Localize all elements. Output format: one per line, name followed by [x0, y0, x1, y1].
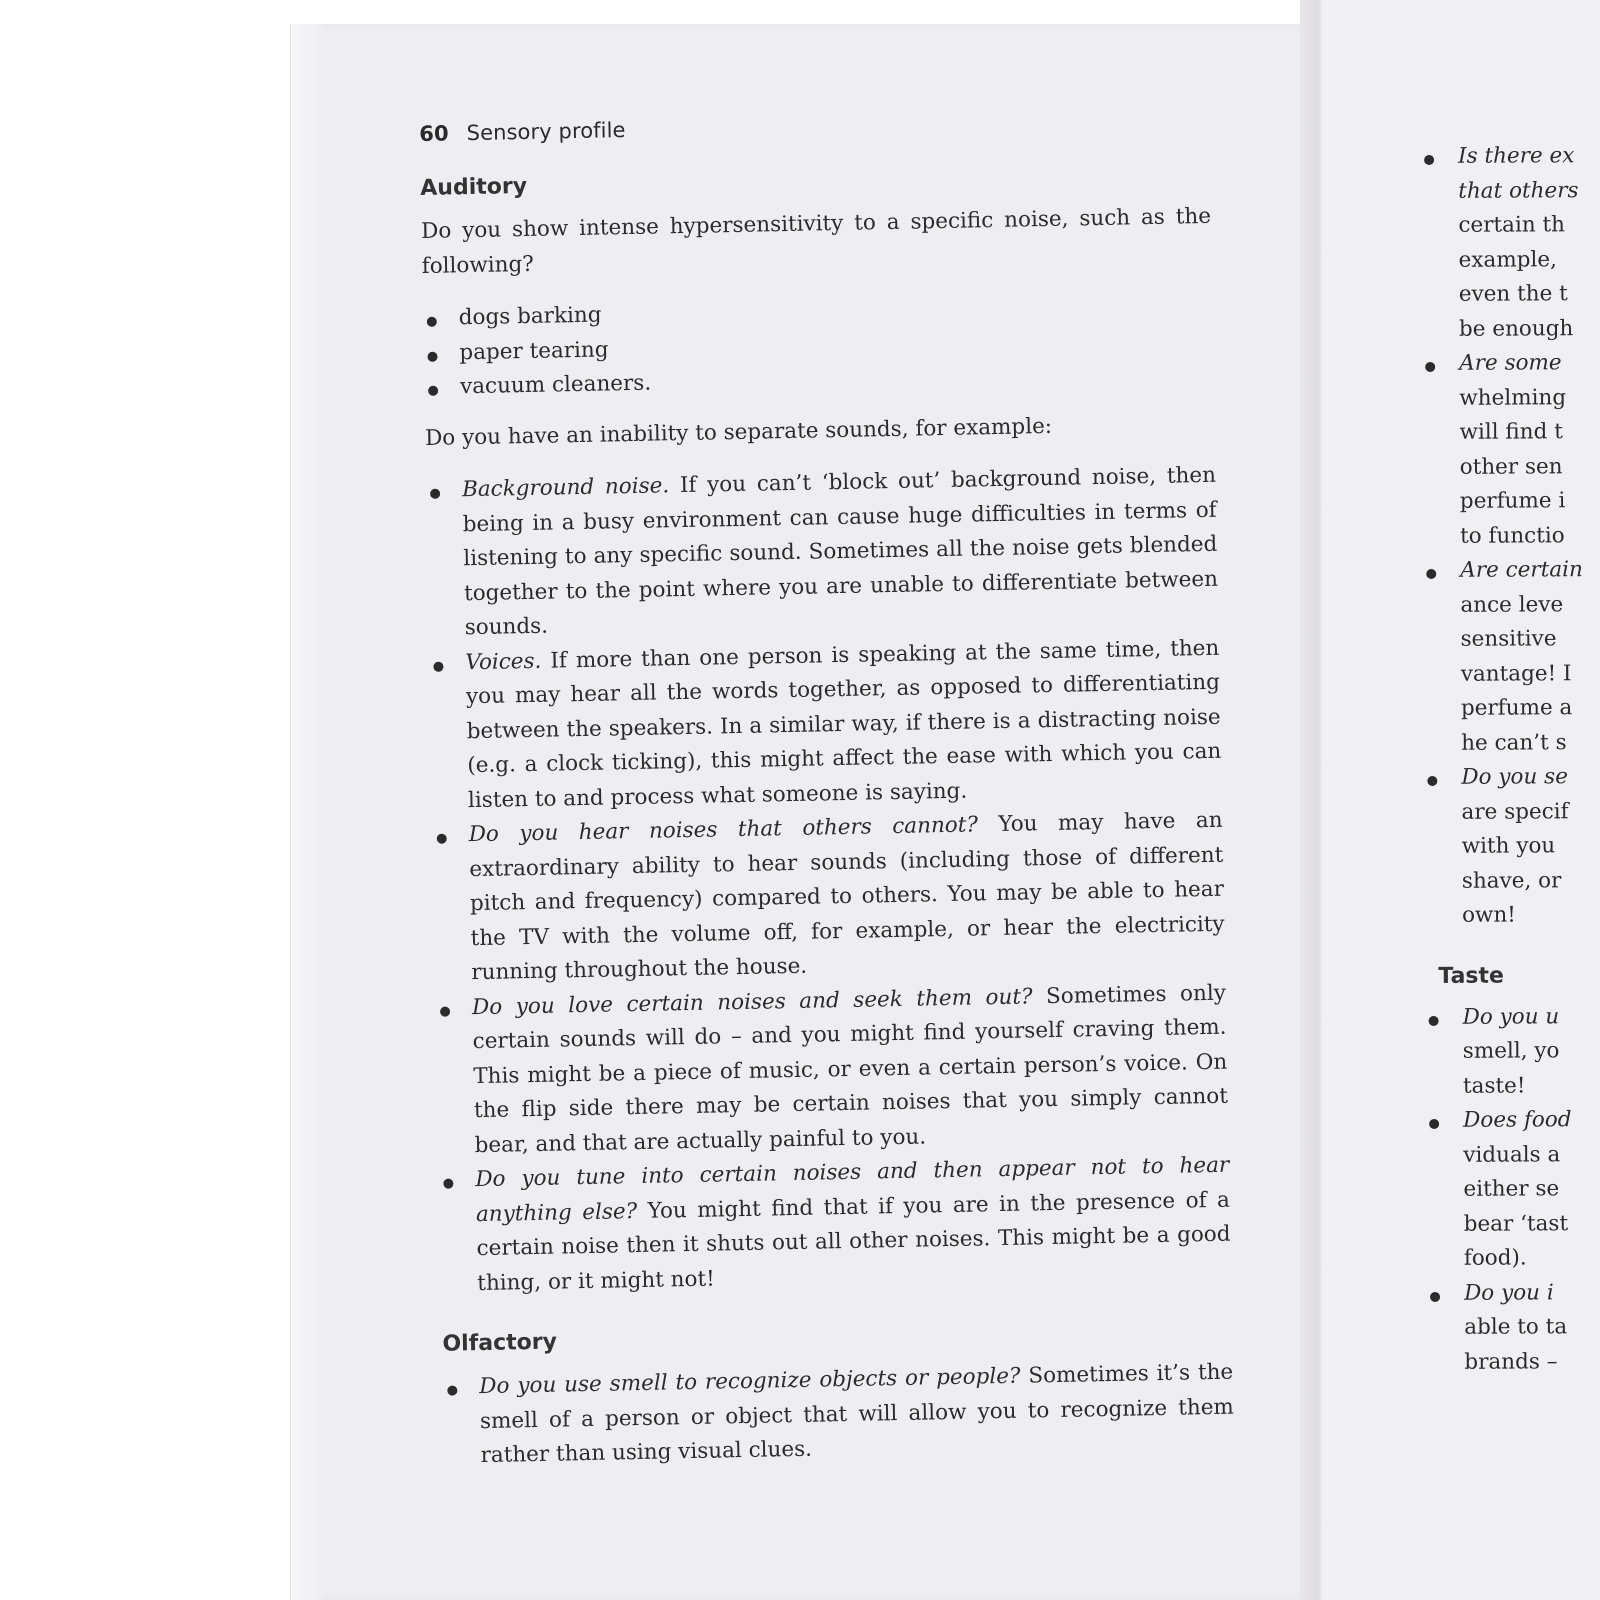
list-item: dogs barking	[422, 287, 1213, 337]
item-text-fragment: able to ta	[1464, 1314, 1568, 1340]
item-text-fragment: even the t	[1458, 281, 1568, 307]
item-text-fragment: food).	[1463, 1245, 1527, 1271]
item-text: If you can’t ‘block out’ background noise, then being in a busy environment can cause huge difficulties in terms of listening to any specific sound. Sometimes all the noise gets blended together to the point where you are unable to differentiate between sounds.	[462, 462, 1219, 641]
item-lead: Do you hear noises that others cannot?	[468, 812, 979, 848]
list-item	[1425, 759, 1600, 934]
left-page	[290, 24, 1321, 1600]
item-lead-fragment: that others	[1458, 177, 1579, 204]
item-text-fragment: viduals a	[1463, 1141, 1561, 1168]
item-text-fragment: ance leve	[1460, 591, 1564, 618]
item-lead-fragment: Are some	[1459, 350, 1562, 376]
list-item	[1428, 1274, 1600, 1380]
item-text-fragment: will find t	[1459, 419, 1563, 445]
item-lead-fragment: Are certain	[1460, 557, 1583, 583]
item-text-fragment: be enough	[1458, 315, 1574, 342]
item-text-fragment: he can’t s	[1461, 729, 1567, 756]
right-text-block	[1422, 138, 1600, 1396]
item-lead-fragment: Do you se	[1461, 764, 1568, 790]
item-text: Sometimes it’s the smell of a person or object that will allow you to recognize them rather than using visual clues.	[479, 1359, 1235, 1469]
item-text-fragment: whelming	[1459, 384, 1567, 411]
item-text-fragment: other sen	[1459, 453, 1563, 480]
item-text-fragment: perfume a	[1460, 695, 1573, 721]
item-text: If more than one person is speaking at the same time, then you may hear all the words together, as opposed to differentiating between the speakers. In a similar way, if there is a distracting noise (e.g. a clock ticking), this might affect the ease with which you can listen to and process what someone is saying.	[465, 635, 1222, 813]
item-text-fragment: bear ‘tast	[1463, 1210, 1569, 1237]
item-text-fragment: with you	[1461, 833, 1556, 859]
running-head	[419, 107, 1209, 146]
item-lead: Do you use smell to recognize objects or people?	[479, 1363, 1021, 1400]
item-text-fragment: brands –	[1464, 1348, 1558, 1375]
running-title: Sensory profile	[466, 118, 626, 146]
list-item: vacuum cleaners.	[424, 356, 1215, 406]
list-item	[1423, 345, 1600, 554]
list-item	[429, 631, 1222, 819]
right-items-list	[1422, 138, 1600, 934]
left-text-block	[419, 107, 1235, 1490]
taste-items-list	[1427, 998, 1600, 1380]
item-text-fragment: vantage! I	[1460, 660, 1572, 687]
item-lead: Do you tune into certain noises and then appear not to hear anything else?	[475, 1152, 1230, 1227]
right-page	[1322, 0, 1600, 1600]
item-text-fragment: are specif	[1461, 798, 1569, 825]
item-text-fragment: sensitive	[1460, 626, 1557, 652]
list-item	[1427, 998, 1600, 1104]
item-text-fragment: to functio	[1460, 522, 1565, 549]
item-text-fragment: own!	[1461, 902, 1516, 928]
item-lead-fragment: Is there ex	[1458, 143, 1575, 169]
auditory-examples-list	[422, 287, 1214, 406]
auditory-intro: Do you show intense hypersensitivity to a specific noise, such as the following?	[420, 203, 1212, 279]
item-text: Sometimes only certain sounds will do – and you might find yourself craving them. This might be a piece of music, or even a certain person’s voice. On the flip side there may be certain noises that you simply cannot bear, and that are actually painful to you.	[472, 980, 1229, 1158]
list-item	[443, 1356, 1235, 1475]
item-text-fragment: certain th	[1458, 212, 1566, 238]
item-text-fragment: either se	[1463, 1176, 1560, 1202]
item-lead-fragment: Does food	[1463, 1107, 1572, 1133]
item-text-fragment: example,	[1458, 246, 1557, 273]
olfactory-heading: Olfactory	[442, 1329, 558, 1357]
item-text: You might find that if you are in the presence of a certain noise then it shuts out all other noises. This might be a good thing, or it might not!	[476, 1187, 1231, 1296]
list-item	[1422, 138, 1600, 347]
list-item	[1427, 1102, 1600, 1277]
item-lead: Do you love certain noises and seek them out?	[471, 983, 1033, 1020]
list-item	[1424, 552, 1600, 761]
auditory-heading: Auditory	[420, 173, 528, 201]
item-lead-fragment: Do you u	[1462, 1003, 1560, 1030]
page-number: 60	[419, 121, 449, 146]
item-lead: Background noise.	[461, 473, 670, 503]
list-item	[439, 1149, 1232, 1302]
taste-heading: Taste	[1438, 963, 1505, 989]
list-item	[426, 459, 1219, 647]
item-text-fragment: smell, yo	[1462, 1038, 1560, 1064]
list-item	[432, 804, 1225, 992]
item-text-fragment: taste!	[1462, 1072, 1526, 1099]
item-text: You may have an extraordinary ability to hear sounds (including those of different pitch and frequency) compared to others. You may be able to hear the TV with the volume off, for example, or hear the electricity running throughout the house.	[469, 807, 1225, 986]
olfactory-items-list	[443, 1356, 1235, 1475]
item-text-fragment: perfume i	[1459, 488, 1566, 514]
auditory-items-list	[426, 459, 1232, 1302]
list-item	[436, 976, 1229, 1164]
auditory-intro-2: Do you have an inability to separate sounds, for example:	[424, 413, 1053, 451]
list-item: paper tearing	[423, 321, 1214, 371]
item-lead-fragment: Do you i	[1463, 1279, 1554, 1306]
item-lead: Voices.	[465, 648, 542, 675]
item-text-fragment: shave, or	[1461, 867, 1562, 894]
